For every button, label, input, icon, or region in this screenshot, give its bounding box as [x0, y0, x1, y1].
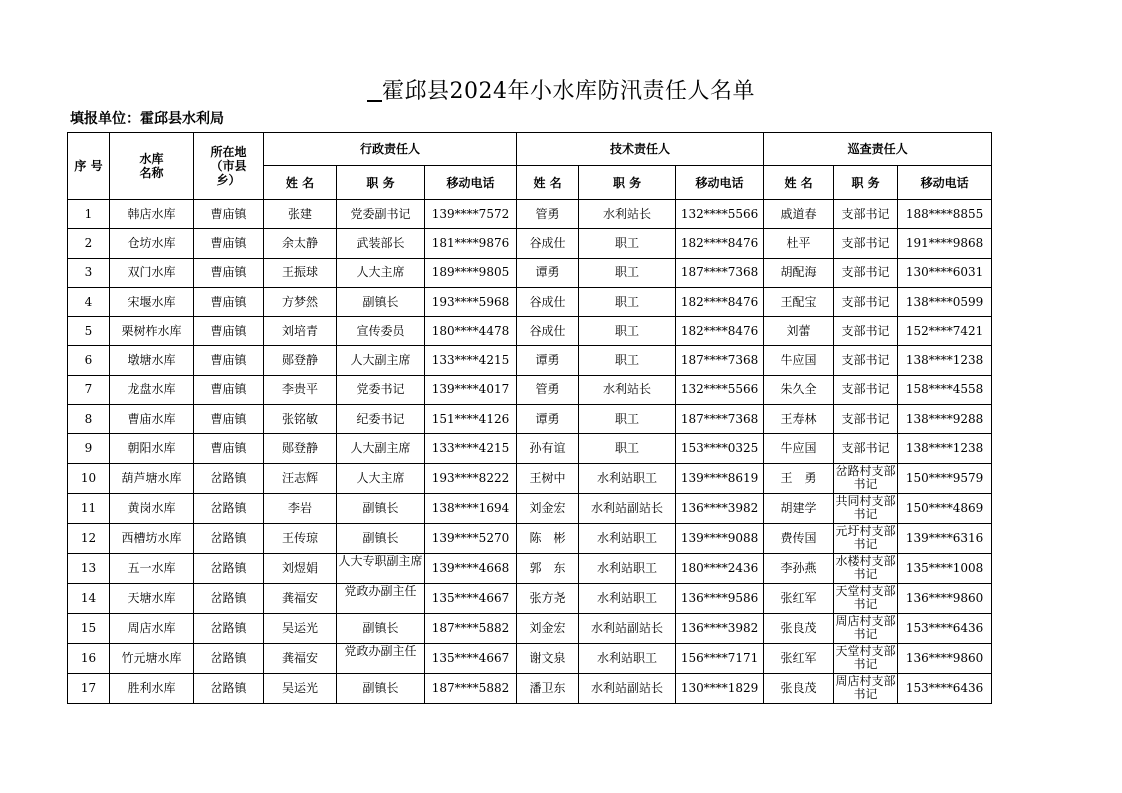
cell-tech-phone: 182****8476 — [676, 317, 764, 346]
cell-tech-person: 谭勇 — [517, 405, 579, 434]
cell-seq: 3 — [68, 258, 110, 287]
header-row-1 — [68, 133, 992, 166]
cell-patrol-position: 支部书记 — [834, 434, 898, 463]
table-row — [68, 317, 992, 346]
header-admin-position: 职 务 — [337, 166, 425, 200]
cell-patrol-person: 张红军 — [764, 643, 834, 673]
table-row — [68, 375, 992, 404]
cell-reservoir-name: 曹庙水库 — [110, 405, 194, 434]
cell-admin-phone: 151****4126 — [425, 405, 517, 434]
cell-reservoir-name: 墩塘水库 — [110, 346, 194, 375]
cell-admin-person: 吴运光 — [264, 613, 337, 643]
table-row — [68, 463, 992, 493]
cell-tech-position: 水利站职工 — [579, 463, 676, 493]
cell-location: 曹庙镇 — [194, 287, 264, 316]
cell-admin-person: 方梦然 — [264, 287, 337, 316]
cell-admin-position: 人大主席 — [337, 463, 425, 493]
cell-tech-person: 刘金宏 — [517, 613, 579, 643]
cell-reservoir-name: 天塘水库 — [110, 583, 194, 613]
cell-location: 曹庙镇 — [194, 200, 264, 229]
cell-admin-phone: 133****4215 — [425, 346, 517, 375]
cell-tech-person: 谭勇 — [517, 346, 579, 375]
cell-tech-position: 职工 — [579, 405, 676, 434]
cell-admin-position-text: 人大专职副主席 — [338, 553, 423, 568]
cell-reservoir-name: 竹元塘水库 — [110, 643, 194, 673]
cell-tech-position: 职工 — [579, 258, 676, 287]
cell-tech-phone: 139****8619 — [676, 463, 764, 493]
cell-reservoir-name: 宋堰水库 — [110, 287, 194, 316]
table-row — [68, 287, 992, 316]
title-text: 霍邱县2024年小水库防汛责任人名单 — [382, 79, 755, 104]
table-row — [68, 405, 992, 434]
cell-location: 岔路镇 — [194, 553, 264, 583]
cell-patrol-position: 支部书记 — [834, 405, 898, 434]
cell-admin-phone: 187****5882 — [425, 613, 517, 643]
table-row — [68, 434, 992, 463]
cell-admin-position: 人大主席 — [337, 258, 425, 287]
cell-patrol-position: 支部书记 — [834, 287, 898, 316]
cell-reservoir-name: 西槽坊水库 — [110, 523, 194, 553]
cell-tech-phone: 187****7368 — [676, 405, 764, 434]
cell-admin-person: 张建 — [264, 200, 337, 229]
cell-admin-position: 党委书记 — [337, 375, 425, 404]
cell-admin-phone: 193****5968 — [425, 287, 517, 316]
cell-location: 岔路镇 — [194, 673, 264, 703]
cell-patrol-phone: 152****7421 — [898, 317, 992, 346]
cell-location: 岔路镇 — [194, 493, 264, 523]
cell-location: 岔路镇 — [194, 643, 264, 673]
cell-tech-person: 谢文泉 — [517, 643, 579, 673]
cell-admin-position: 人大副主席 — [337, 434, 425, 463]
cell-admin-person: 龚福安 — [264, 643, 337, 673]
header-patrol-person: 姓 名 — [764, 166, 834, 200]
cell-admin-phone: 135****4667 — [425, 583, 517, 613]
cell-seq: 2 — [68, 229, 110, 258]
header-reservoir-name: 水库 名称 — [110, 133, 194, 200]
cell-admin-phone: 181****9876 — [425, 229, 517, 258]
table-row — [68, 523, 992, 553]
cell-tech-position: 职工 — [579, 317, 676, 346]
cell-patrol-position: 支部书记 — [834, 317, 898, 346]
cell-admin-person: 龚福安 — [264, 583, 337, 613]
cell-admin-position-text: 党政办副主任 — [344, 583, 417, 598]
cell-admin-position: 宣传委员 — [337, 317, 425, 346]
table-row — [68, 200, 992, 229]
cell-location: 曹庙镇 — [194, 258, 264, 287]
cell-reservoir-name: 栗树柞水库 — [110, 317, 194, 346]
cell-patrol-person: 胡配海 — [764, 258, 834, 287]
cell-location: 岔路镇 — [194, 463, 264, 493]
cell-location: 曹庙镇 — [194, 375, 264, 404]
cell-tech-phone: 136****3982 — [676, 613, 764, 643]
table-row — [68, 583, 992, 613]
cell-tech-phone: 132****5566 — [676, 375, 764, 404]
cell-patrol-phone: 136****9860 — [898, 583, 992, 613]
cell-patrol-person: 朱久全 — [764, 375, 834, 404]
cell-admin-position — [337, 583, 425, 613]
cell-patrol-phone: 136****9860 — [898, 643, 992, 673]
cell-patrol-position — [834, 613, 898, 643]
cell-tech-phone: 132****5566 — [676, 200, 764, 229]
cell-tech-person: 王树中 — [517, 463, 579, 493]
cell-seq: 1 — [68, 200, 110, 229]
table-body — [68, 200, 992, 704]
cell-patrol-position — [834, 463, 898, 493]
cell-tech-person: 潘卫东 — [517, 673, 579, 703]
cell-tech-person: 谷成仕 — [517, 229, 579, 258]
cell-admin-phone: 139****4668 — [425, 553, 517, 583]
cell-location: 曹庙镇 — [194, 229, 264, 258]
cell-admin-person: 张铭敏 — [264, 405, 337, 434]
cell-admin-position: 副镇长 — [337, 523, 425, 553]
cell-patrol-person: 王 勇 — [764, 463, 834, 493]
cell-tech-position: 职工 — [579, 434, 676, 463]
cell-tech-phone: 182****8476 — [676, 229, 764, 258]
cell-patrol-person: 王配宝 — [764, 287, 834, 316]
cell-patrol-position: 支部书记 — [834, 258, 898, 287]
responsibility-table — [67, 132, 992, 704]
header-admin-phone: 移动电话 — [425, 166, 517, 200]
cell-tech-person: 孙有谊 — [517, 434, 579, 463]
header-patrol-group: 巡查责任人 — [764, 133, 992, 166]
cell-patrol-phone: 153****6436 — [898, 613, 992, 643]
cell-patrol-position-text: 天堂村支部书记 — [835, 583, 896, 611]
table-row — [68, 346, 992, 375]
cell-patrol-position: 支部书记 — [834, 229, 898, 258]
cell-admin-phone: 187****5882 — [425, 673, 517, 703]
reporting-unit: 填报单位：霍邱县水利局 — [70, 111, 224, 127]
header-tech-person: 姓 名 — [517, 166, 579, 200]
cell-admin-person: 王振球 — [264, 258, 337, 287]
cell-tech-phone: 136****9586 — [676, 583, 764, 613]
cell-tech-phone: 187****7368 — [676, 346, 764, 375]
header-seq: 序 号 — [68, 133, 110, 200]
header-admin-person: 姓 名 — [264, 166, 337, 200]
cell-admin-person: 郧登静 — [264, 346, 337, 375]
cell-patrol-phone: 158****4558 — [898, 375, 992, 404]
cell-tech-phone: 180****2436 — [676, 553, 764, 583]
cell-location: 曹庙镇 — [194, 434, 264, 463]
cell-seq: 11 — [68, 493, 110, 523]
cell-patrol-phone: 138****1238 — [898, 346, 992, 375]
cell-seq: 13 — [68, 553, 110, 583]
cell-patrol-phone: 138****0599 — [898, 287, 992, 316]
cell-tech-phone: 130****1829 — [676, 673, 764, 703]
cell-patrol-position-text: 元圩村支部书记 — [835, 523, 896, 551]
cell-tech-position: 水利站职工 — [579, 583, 676, 613]
cell-admin-position — [337, 643, 425, 673]
cell-patrol-phone: 150****9579 — [898, 463, 992, 493]
cell-patrol-position — [834, 643, 898, 673]
cell-admin-position: 武装部长 — [337, 229, 425, 258]
header-patrol-phone: 移动电话 — [898, 166, 992, 200]
cell-reservoir-name: 黄岗水库 — [110, 493, 194, 523]
table-row — [68, 643, 992, 673]
cell-admin-phone: 139****7572 — [425, 200, 517, 229]
cell-seq: 4 — [68, 287, 110, 316]
cell-location: 岔路镇 — [194, 583, 264, 613]
cell-tech-person: 谭勇 — [517, 258, 579, 287]
cell-tech-person: 管勇 — [517, 375, 579, 404]
cell-patrol-person: 张良茂 — [764, 673, 834, 703]
cell-reservoir-name: 朝阳水库 — [110, 434, 194, 463]
cell-reservoir-name: 韩店水库 — [110, 200, 194, 229]
cell-reservoir-name: 龙盘水库 — [110, 375, 194, 404]
cell-reservoir-name: 仓坊水库 — [110, 229, 194, 258]
cell-seq: 7 — [68, 375, 110, 404]
cell-admin-phone: 135****4667 — [425, 643, 517, 673]
cell-patrol-person: 王寿林 — [764, 405, 834, 434]
cell-tech-phone: 182****8476 — [676, 287, 764, 316]
table-row — [68, 493, 992, 523]
cell-patrol-phone: 191****9868 — [898, 229, 992, 258]
cell-reservoir-name: 五一水库 — [110, 553, 194, 583]
cell-patrol-person: 戚道春 — [764, 200, 834, 229]
cell-admin-person: 汪志辉 — [264, 463, 337, 493]
cell-tech-person: 刘金宏 — [517, 493, 579, 523]
cell-location: 曹庙镇 — [194, 317, 264, 346]
cell-tech-person: 郭 东 — [517, 553, 579, 583]
cell-location: 曹庙镇 — [194, 346, 264, 375]
cell-tech-position: 水利站长 — [579, 200, 676, 229]
cell-admin-position — [337, 553, 425, 583]
cell-reservoir-name: 双门水库 — [110, 258, 194, 287]
cell-patrol-person: 刘蕾 — [764, 317, 834, 346]
cell-tech-phone: 153****0325 — [676, 434, 764, 463]
cell-patrol-position-text: 水楼村支部书记 — [835, 553, 896, 581]
page-title — [0, 74, 1122, 105]
cell-admin-phone: 139****4017 — [425, 375, 517, 404]
cell-patrol-person: 费传国 — [764, 523, 834, 553]
cell-patrol-position-text: 周店村支部书记 — [835, 613, 896, 641]
table-row — [68, 553, 992, 583]
cell-tech-person: 管勇 — [517, 200, 579, 229]
cell-tech-position: 水利站长 — [579, 375, 676, 404]
cell-tech-phone: 156****7171 — [676, 643, 764, 673]
cell-patrol-position-text: 共同村支部书记 — [835, 493, 896, 521]
cell-patrol-position — [834, 493, 898, 523]
cell-admin-position: 人大副主席 — [337, 346, 425, 375]
cell-patrol-phone: 153****6436 — [898, 673, 992, 703]
cell-patrol-person: 胡建学 — [764, 493, 834, 523]
cell-patrol-phone: 150****4869 — [898, 493, 992, 523]
cell-patrol-phone: 138****9288 — [898, 405, 992, 434]
cell-seq: 16 — [68, 643, 110, 673]
cell-patrol-person: 张良茂 — [764, 613, 834, 643]
cell-reservoir-name: 胜利水库 — [110, 673, 194, 703]
cell-location: 曹庙镇 — [194, 405, 264, 434]
cell-tech-position: 水利站副站长 — [579, 493, 676, 523]
cell-admin-phone: 189****9805 — [425, 258, 517, 287]
cell-admin-position: 纪委书记 — [337, 405, 425, 434]
cell-tech-person: 谷成仕 — [517, 287, 579, 316]
cell-admin-person: 刘培青 — [264, 317, 337, 346]
cell-admin-position-text: 党政办副主任 — [344, 643, 417, 658]
cell-tech-position: 职工 — [579, 346, 676, 375]
cell-admin-position: 副镇长 — [337, 287, 425, 316]
cell-tech-position: 水利站职工 — [579, 553, 676, 583]
cell-seq: 10 — [68, 463, 110, 493]
table-row — [68, 673, 992, 703]
cell-tech-position: 水利站副站长 — [579, 673, 676, 703]
cell-patrol-phone: 188****8855 — [898, 200, 992, 229]
cell-admin-position: 党委副书记 — [337, 200, 425, 229]
cell-tech-position: 水利站职工 — [579, 523, 676, 553]
cell-admin-phone: 138****1694 — [425, 493, 517, 523]
cell-patrol-person: 牛应国 — [764, 434, 834, 463]
cell-admin-phone: 193****8222 — [425, 463, 517, 493]
title-underline-gap — [367, 79, 382, 104]
cell-seq: 8 — [68, 405, 110, 434]
cell-admin-person: 王传琼 — [264, 523, 337, 553]
cell-patrol-position: 支部书记 — [834, 375, 898, 404]
cell-tech-phone: 139****9088 — [676, 523, 764, 553]
cell-tech-position: 水利站职工 — [579, 643, 676, 673]
cell-patrol-position: 支部书记 — [834, 346, 898, 375]
cell-patrol-phone: 130****6031 — [898, 258, 992, 287]
header-tech-group: 技术责任人 — [517, 133, 764, 166]
cell-patrol-position-text: 天堂村支部书记 — [835, 643, 896, 671]
cell-tech-position: 职工 — [579, 287, 676, 316]
cell-patrol-person: 杜平 — [764, 229, 834, 258]
cell-patrol-position — [834, 583, 898, 613]
table-row — [68, 613, 992, 643]
cell-admin-person: 刘煜娟 — [264, 553, 337, 583]
cell-seq: 12 — [68, 523, 110, 553]
cell-patrol-position — [834, 673, 898, 703]
cell-patrol-position — [834, 553, 898, 583]
cell-seq: 17 — [68, 673, 110, 703]
cell-tech-position: 水利站副站长 — [579, 613, 676, 643]
cell-admin-person: 李岩 — [264, 493, 337, 523]
cell-admin-position: 副镇长 — [337, 673, 425, 703]
cell-admin-person: 李贵平 — [264, 375, 337, 404]
cell-tech-person: 张方尧 — [517, 583, 579, 613]
cell-admin-phone: 139****5270 — [425, 523, 517, 553]
cell-seq: 5 — [68, 317, 110, 346]
header-location: 所在地 （市县 乡） — [194, 133, 264, 200]
cell-seq: 6 — [68, 346, 110, 375]
cell-reservoir-name: 周店水库 — [110, 613, 194, 643]
cell-seq: 9 — [68, 434, 110, 463]
cell-patrol-phone: 139****6316 — [898, 523, 992, 553]
cell-admin-position: 副镇长 — [337, 493, 425, 523]
header-tech-phone: 移动电话 — [676, 166, 764, 200]
cell-admin-position: 副镇长 — [337, 613, 425, 643]
cell-patrol-position-text: 岔路村支部书记 — [835, 463, 896, 491]
cell-patrol-position-text: 周店村支部书记 — [835, 673, 896, 701]
header-patrol-position: 职 务 — [834, 166, 898, 200]
cell-admin-person: 吴运光 — [264, 673, 337, 703]
cell-tech-position: 职工 — [579, 229, 676, 258]
cell-reservoir-name: 葫芦塘水库 — [110, 463, 194, 493]
cell-tech-person: 陈 彬 — [517, 523, 579, 553]
table-row — [68, 229, 992, 258]
header-tech-position: 职 务 — [579, 166, 676, 200]
cell-admin-phone: 133****4215 — [425, 434, 517, 463]
cell-location: 岔路镇 — [194, 613, 264, 643]
table-row — [68, 258, 992, 287]
cell-patrol-person: 牛应国 — [764, 346, 834, 375]
cell-patrol-position — [834, 523, 898, 553]
cell-patrol-person: 李孙燕 — [764, 553, 834, 583]
cell-tech-phone: 187****7368 — [676, 258, 764, 287]
cell-patrol-phone: 135****1008 — [898, 553, 992, 583]
cell-tech-person: 谷成仕 — [517, 317, 579, 346]
cell-patrol-person: 张红军 — [764, 583, 834, 613]
cell-seq: 15 — [68, 613, 110, 643]
cell-patrol-phone: 138****1238 — [898, 434, 992, 463]
header-admin-group: 行政责任人 — [264, 133, 517, 166]
cell-admin-phone: 180****4478 — [425, 317, 517, 346]
cell-seq: 14 — [68, 583, 110, 613]
cell-admin-person: 余太静 — [264, 229, 337, 258]
cell-admin-person: 郧登静 — [264, 434, 337, 463]
cell-tech-phone: 136****3982 — [676, 493, 764, 523]
cell-patrol-position: 支部书记 — [834, 200, 898, 229]
cell-location: 岔路镇 — [194, 523, 264, 553]
